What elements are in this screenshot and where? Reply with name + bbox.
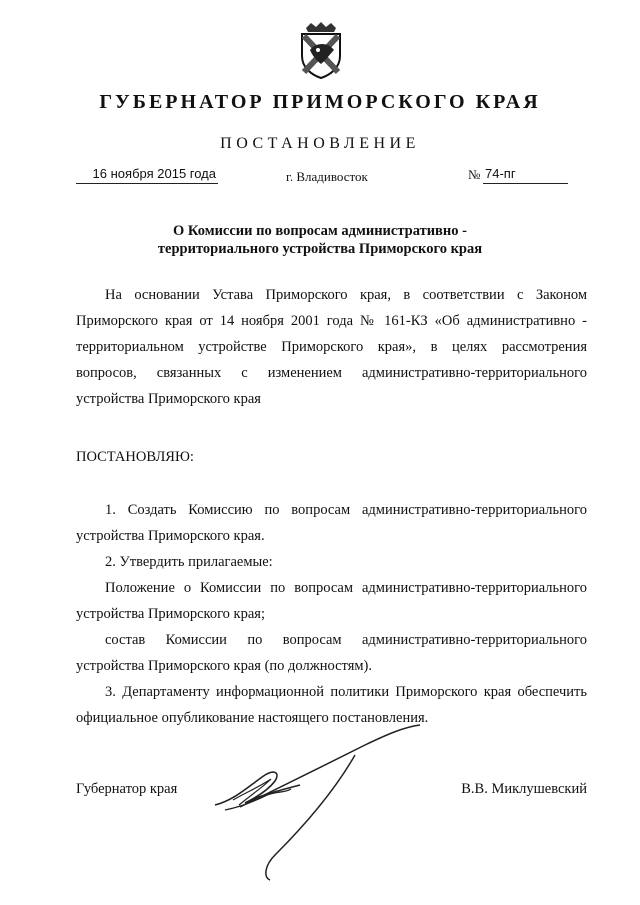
- list-item: устройства Приморского края;: [76, 606, 265, 622]
- document-number-label: №: [468, 167, 481, 182]
- signer-name: В.В. Миклушевский: [461, 781, 587, 797]
- decree-word: ПОСТАНОВЛЯЮ:: [76, 449, 194, 465]
- preamble-line: вопросов, связанных с изменением административно-территориального: [76, 365, 587, 381]
- preamble-line: На основании Устава Приморского края, в соответствии с Законом: [105, 287, 587, 303]
- coat-of-arms-icon: [296, 20, 346, 80]
- list-item: 1. Создать Комиссию по вопросам административно-территориального: [105, 502, 587, 518]
- document-number: 74-пг: [483, 166, 568, 184]
- document-authority: ГУБЕРНАТОР ПРИМОРСКОГО КРАЯ: [99, 91, 541, 113]
- preamble-line: территориальном устройстве Приморского края», в целях рассмотрения: [76, 339, 587, 355]
- document-city: г. Владивосток: [286, 169, 368, 184]
- document-date: 16 ноября 2015 года: [76, 166, 218, 184]
- list-item: официальное опубликование настоящего постановления.: [76, 710, 429, 726]
- preamble-paragraph: [76, 282, 587, 412]
- list-item: устройства Приморского края.: [76, 528, 265, 544]
- list-item: состав Комиссии по вопросам административно-территориального: [105, 632, 587, 648]
- preamble-line: Приморского края от 14 ноября 2001 года № 161-КЗ «Об административно -: [76, 313, 587, 329]
- document-type: ПОСТАНОВЛЕНИЕ: [220, 135, 420, 152]
- list-item: 3. Департаменту информационной политики Приморского края обеспечить: [105, 684, 587, 700]
- preamble-line: устройства Приморского края: [76, 391, 261, 407]
- handwritten-signature-icon: [205, 715, 455, 885]
- title-line: территориального устройства Приморского края: [157, 241, 483, 257]
- title-line: О Комиссии по вопросам административно -: [173, 223, 467, 239]
- list-item: Положение о Комиссии по вопросам административно-территориального: [105, 580, 587, 596]
- signer-position: Губернатор края: [76, 781, 178, 797]
- document-title: [0, 222, 640, 258]
- list-item: устройства Приморского края (по должностям).: [76, 658, 372, 674]
- decree-items: [76, 497, 587, 731]
- list-item: 2. Утвердить прилагаемые:: [105, 554, 273, 570]
